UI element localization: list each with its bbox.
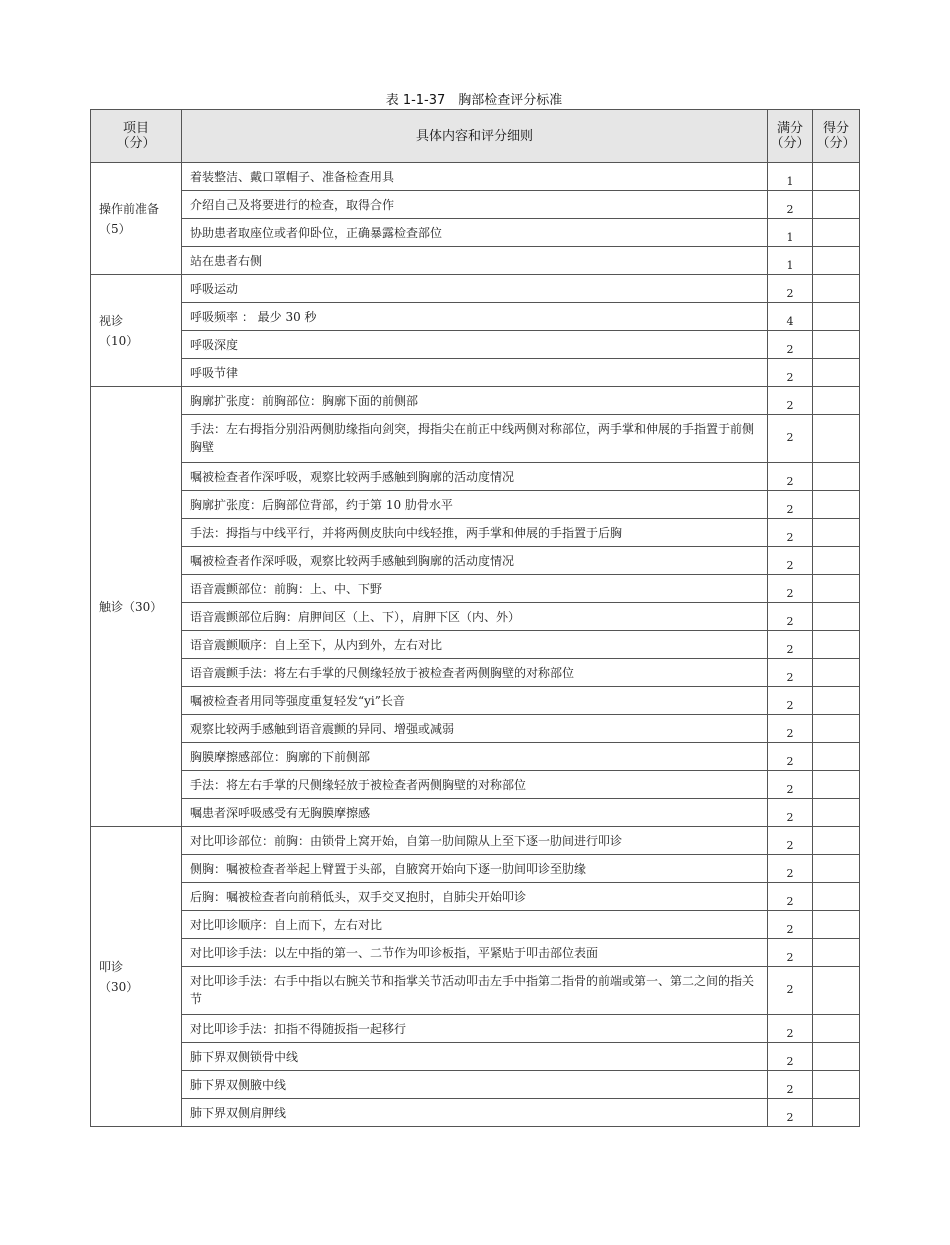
section-name-line: 触诊（30） [99,599,163,614]
full-score: 2 [768,883,813,911]
table-row [91,827,860,855]
full-score: 2 [768,771,813,799]
got-score-cell[interactable] [813,883,860,911]
criteria-text: 对比叩诊手法：以左中指的第一、二节作为叩诊板指，平紧贴于叩击部位表面 [182,939,768,967]
table-row [91,219,860,247]
got-score-cell[interactable] [813,1043,860,1071]
full-score: 2 [768,1043,813,1071]
full-score: 1 [768,163,813,191]
table-row [91,799,860,827]
header-content: 具体内容和评分细则 [182,110,768,163]
table-row [91,247,860,275]
criteria-text: 嘱患者深呼吸感受有无胸膜摩擦感 [182,799,768,827]
full-score: 2 [768,687,813,715]
full-score: 2 [768,1015,813,1043]
criteria-text: 着装整洁、戴口罩帽子、准备检查用具 [182,163,768,191]
got-score-cell[interactable] [813,303,860,331]
full-score: 2 [768,575,813,603]
got-score-cell[interactable] [813,191,860,219]
got-score-cell[interactable] [813,715,860,743]
header-item-line1: 项目 [122,121,149,136]
table-row [91,275,860,303]
header-full-line2: （分） [770,136,810,151]
got-score-cell[interactable] [813,827,860,855]
got-score-cell[interactable] [813,1015,860,1043]
section-name [91,387,182,827]
criteria-text: 对比叩诊手法：扣指不得随扳指一起移行 [182,1015,768,1043]
got-score-cell[interactable] [813,463,860,491]
got-score-cell[interactable] [813,631,860,659]
got-score-cell[interactable] [813,415,860,463]
got-score-cell[interactable] [813,519,860,547]
table-row [91,715,860,743]
section-name [91,275,182,387]
table-row [91,331,860,359]
criteria-text: 胸膜摩擦感部位：胸廓的下前侧部 [182,743,768,771]
criteria-text: 呼吸节律 [182,359,768,387]
full-score: 2 [768,799,813,827]
criteria-text: 嘱被检查者作深呼吸，观察比较两手感触到胸廓的活动度情况 [182,547,768,575]
table-row [91,1071,860,1099]
got-score-cell[interactable] [813,1071,860,1099]
got-score-cell[interactable] [813,967,860,1015]
full-score: 2 [768,491,813,519]
table-row [91,463,860,491]
section-name-line: （5） [99,221,131,236]
section-name-line: （10） [99,333,139,348]
criteria-text: 呼吸运动 [182,275,768,303]
table-row [91,491,860,519]
got-score-cell[interactable] [813,659,860,687]
header-got-line2: （分） [816,136,856,151]
table-row [91,883,860,911]
criteria-text: 肺下界双侧锁骨中线 [182,1043,768,1071]
full-score: 2 [768,939,813,967]
criteria-text: 呼吸深度 [182,331,768,359]
criteria-text: 观察比较两手感触到语音震颤的异同、增强或减弱 [182,715,768,743]
got-score-cell[interactable] [813,743,860,771]
table-row [91,631,860,659]
got-score-cell[interactable] [813,771,860,799]
got-score-cell[interactable] [813,799,860,827]
full-score: 2 [768,519,813,547]
section-name-line: 叩诊 [99,959,124,974]
table-row [91,1099,860,1127]
full-score: 2 [768,1099,813,1127]
criteria-text: 手法：左右拇指分别沿两侧肋缘指向剑突，拇指尖在前正中线两侧对称部位，两手掌和伸展的手指置于前侧胸壁 [182,415,768,463]
got-score-cell[interactable] [813,575,860,603]
got-score-cell[interactable] [813,247,860,275]
got-score-cell[interactable] [813,687,860,715]
table-row [91,771,860,799]
full-score: 1 [768,219,813,247]
table-row [91,575,860,603]
section-name-line: 视诊 [99,313,124,328]
scoring-table [90,109,860,1127]
criteria-text: 肺下界双侧腋中线 [182,1071,768,1099]
got-score-cell[interactable] [813,547,860,575]
full-score: 2 [768,715,813,743]
full-score: 2 [768,743,813,771]
full-score: 2 [768,603,813,631]
got-score-cell[interactable] [813,939,860,967]
table-row [91,415,860,463]
criteria-text: 介绍自己及将要进行的检查，取得合作 [182,191,768,219]
got-score-cell[interactable] [813,1099,860,1127]
table-row [91,911,860,939]
table-row [91,659,860,687]
criteria-text: 后胸：嘱被检查者向前稍低头，双手交叉抱肘，自肺尖开始叩诊 [182,883,768,911]
full-score: 2 [768,191,813,219]
full-score: 1 [768,247,813,275]
got-score-cell[interactable] [813,219,860,247]
criteria-text: 手法：将左右手掌的尺侧缘轻放于被检查者两侧胸壁的对称部位 [182,771,768,799]
got-score-cell[interactable] [813,275,860,303]
criteria-text: 手法：拇指与中线平行，并将两侧皮肤向中线轻推，两手掌和伸展的手指置于后胸 [182,519,768,547]
full-score: 2 [768,911,813,939]
table-row [91,303,860,331]
full-score: 2 [768,387,813,415]
full-score: 2 [768,1071,813,1099]
criteria-text: 对比叩诊手法：右手中指以右腕关节和指掌关节活动叩击左手中指第二指骨的前端或第一、第二之间的指关节 [182,967,768,1015]
full-score: 2 [768,855,813,883]
section-name [91,163,182,275]
table-row [91,163,860,191]
criteria-text: 对比叩诊部位：前胸：由锁骨上窝开始，自第一肋间隙从上至下逐一肋间进行叩诊 [182,827,768,855]
criteria-text: 肺下界双侧肩胛线 [182,1099,768,1127]
full-score: 4 [768,303,813,331]
section-name-line: （30） [99,979,139,994]
full-score: 2 [768,463,813,491]
section-name [91,827,182,1127]
criteria-text: 呼吸频率 ： 最少 30 秒 [182,303,768,331]
criteria-text: 侧胸：嘱被检查者举起上臂置于头部，自腋窝开始向下逐一肋间叩诊至肋缘 [182,855,768,883]
full-score: 2 [768,631,813,659]
criteria-text: 语音震颤部位：前胸：上、中、下野 [182,575,768,603]
got-score-cell[interactable] [813,331,860,359]
full-score: 2 [768,359,813,387]
table-row [91,743,860,771]
full-score: 2 [768,547,813,575]
table-row [91,359,860,387]
table-row [91,1015,860,1043]
full-score: 2 [768,967,813,1015]
full-score: 2 [768,275,813,303]
criteria-text: 嘱被检查者用同等强度重复轻发“yi”长音 [182,687,768,715]
criteria-text: 语音震颤手法：将左右手掌的尺侧缘轻放于被检查者两侧胸壁的对称部位 [182,659,768,687]
criteria-text: 站在患者右侧 [182,247,768,275]
full-score: 2 [768,415,813,463]
header-full [768,110,813,163]
table-row [91,387,860,415]
criteria-text: 对比叩诊顺序：自上而下，左右对比 [182,911,768,939]
criteria-text: 协助患者取座位或者仰卧位，正确暴露检查部位 [182,219,768,247]
got-score-cell[interactable] [813,491,860,519]
full-score: 2 [768,331,813,359]
table-row [91,547,860,575]
section-name-line: 操作前准备 [99,201,160,216]
criteria-text: 语音震颤部位后胸：肩胛间区（上、下），肩胛下区（内、外） [182,603,768,631]
got-score-cell[interactable] [813,855,860,883]
header-item [91,110,182,163]
table-row [91,1043,860,1071]
criteria-text: 胸廓扩张度：前胸部位：胸廓下面的前侧部 [182,387,768,415]
table-row [91,939,860,967]
got-score-cell[interactable] [813,387,860,415]
header-got [813,110,860,163]
full-score: 2 [768,659,813,687]
got-score-cell[interactable] [813,359,860,387]
table-row [91,967,860,1015]
criteria-text: 语音震颤顺序：自上至下，从内到外，左右对比 [182,631,768,659]
header-row [91,110,860,163]
table-row [91,191,860,219]
table-row [91,855,860,883]
header-full-line1: 满分 [776,121,803,136]
criteria-text: 嘱被检查者作深呼吸，观察比较两手感触到胸廓的活动度情况 [182,463,768,491]
full-score: 2 [768,827,813,855]
table-row [91,519,860,547]
got-score-cell[interactable] [813,163,860,191]
got-score-cell[interactable] [813,603,860,631]
table-row [91,603,860,631]
criteria-text: 胸廓扩张度：后胸部位背部，约于第 10 肋骨水平 [182,491,768,519]
table-caption: 表 1-1-37 胸部检查评分标准 [385,93,563,108]
got-score-cell[interactable] [813,911,860,939]
table-row [91,687,860,715]
header-got-line1: 得分 [822,121,849,136]
header-item-line2: （分） [116,136,156,151]
